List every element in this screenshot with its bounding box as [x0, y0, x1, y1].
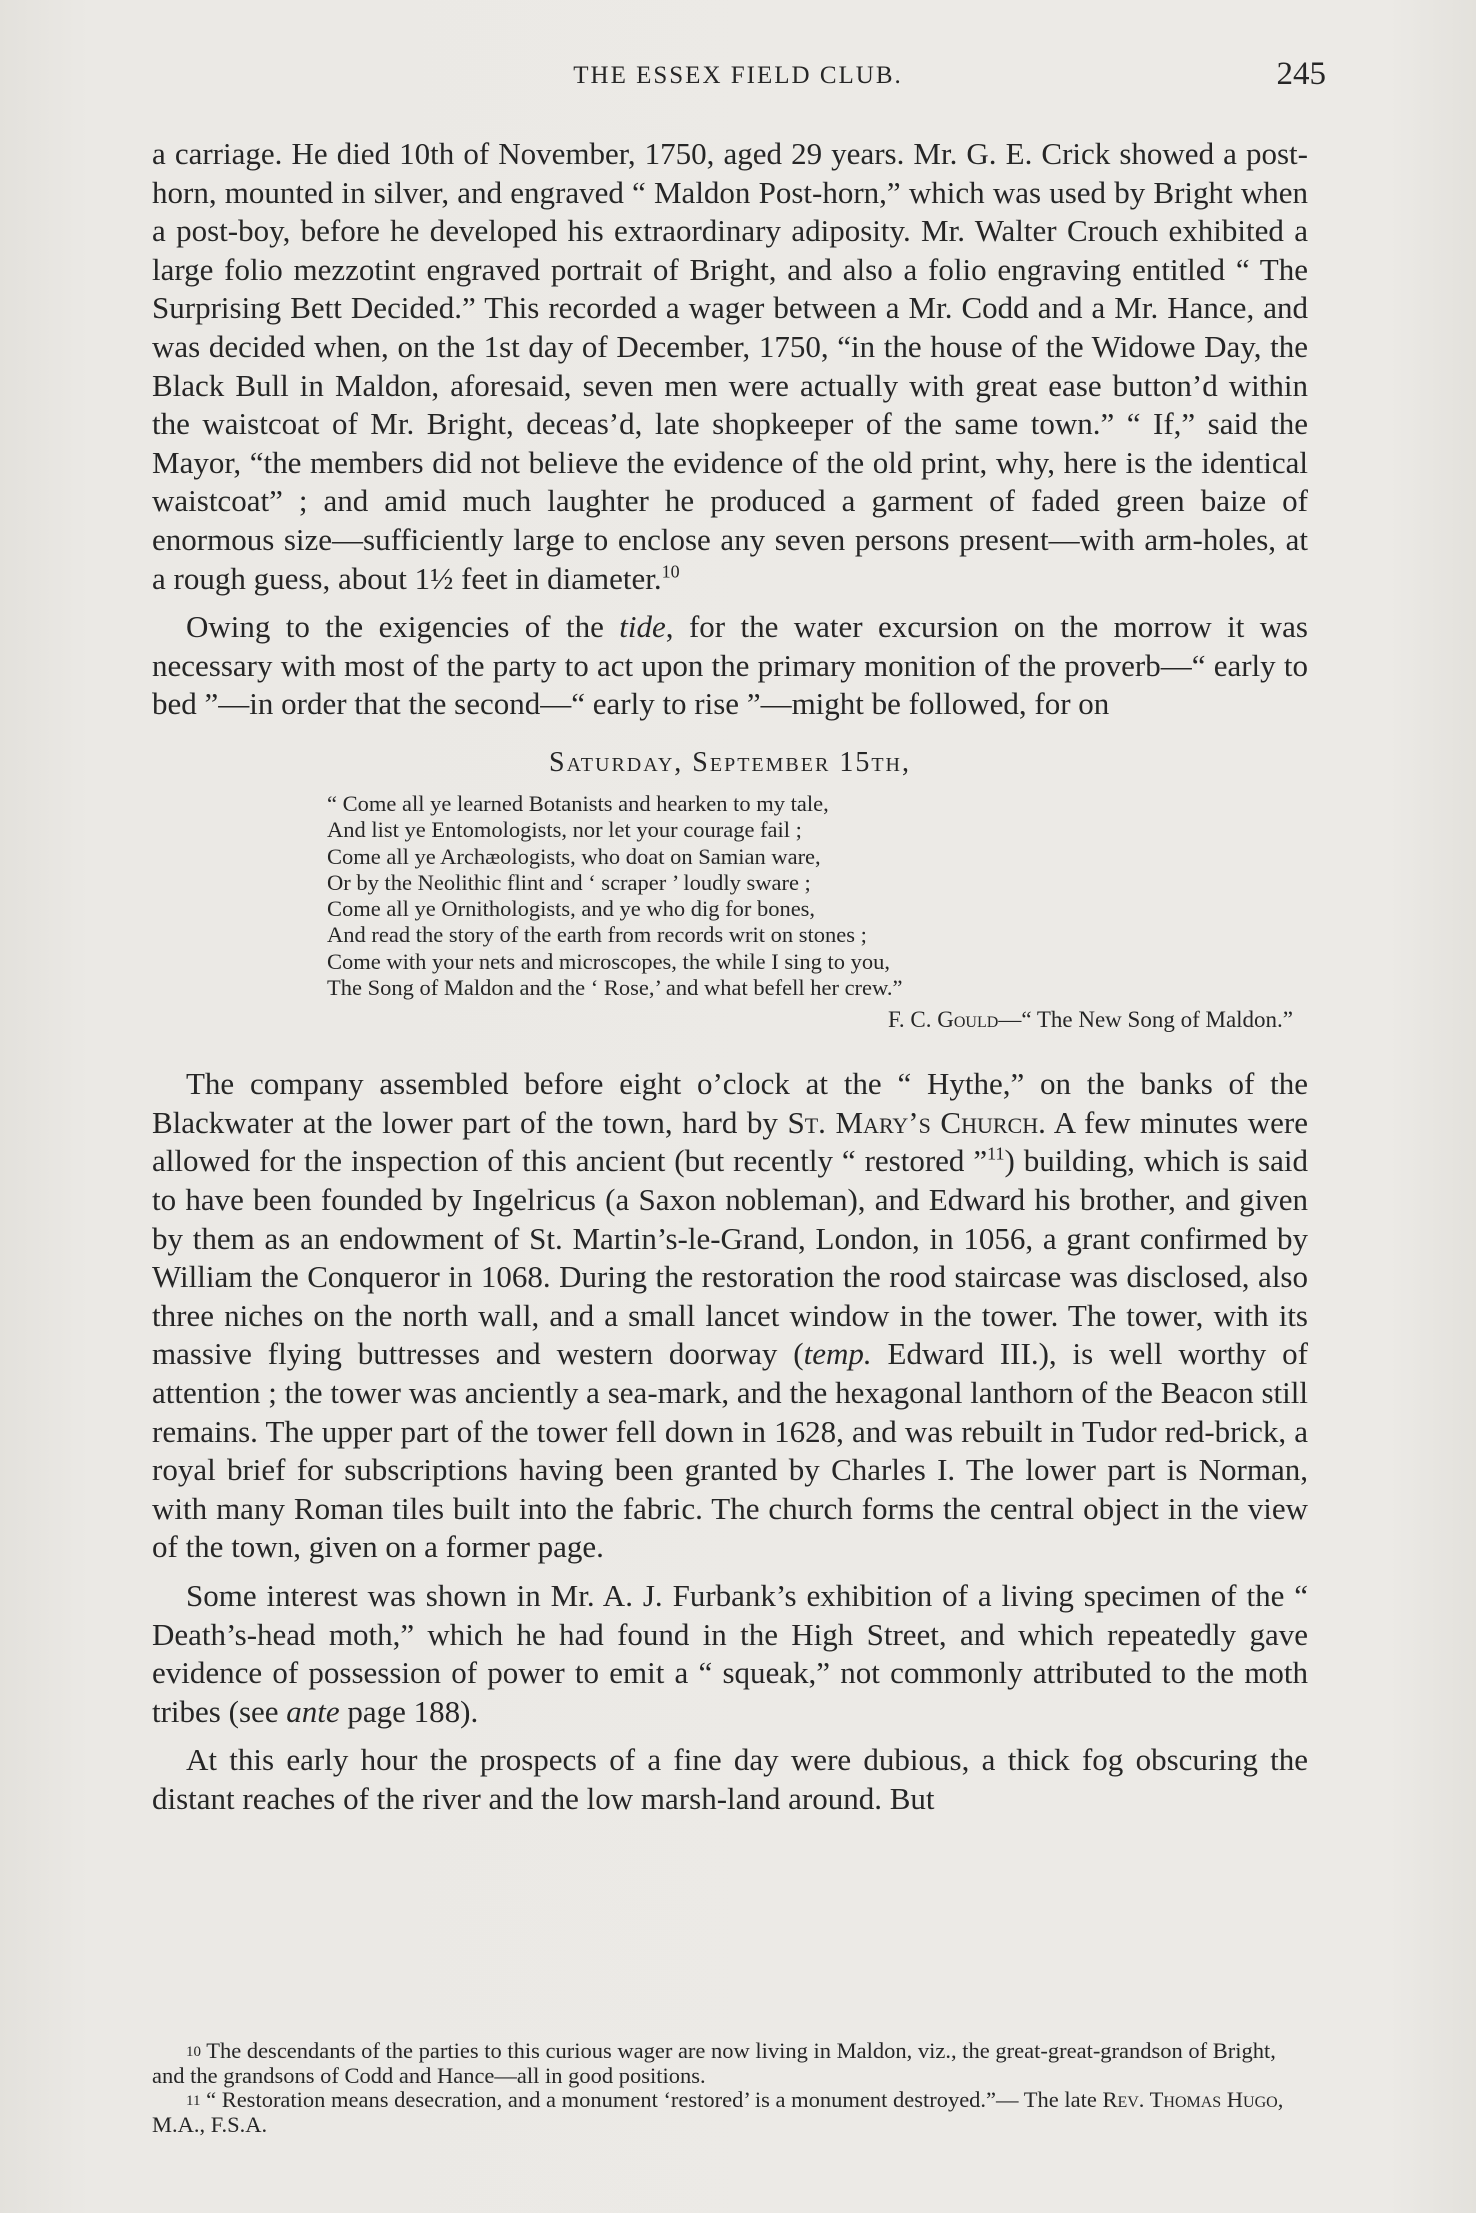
running-head: THE ESSEX FIELD CLUB. [573, 62, 903, 89]
footnote-11-text: “ Restoration means desecration, and a monument ‘restored’ is a monument destroyed.”— The late [200, 2087, 1103, 2112]
paragraph-3-text-b: A few minutes were allowed for the inspection of this ancient (but recently “ restored ” [152, 1104, 1309, 1179]
page-number: 245 [1276, 56, 1326, 92]
paragraph-3-text-c: ) building, which is said to have been founded by Ingelricus (a Saxon nobleman), and Edward his brother, and given by them as an endowment of St. Martin’s-le-Grand, London, in 1056, a grant confirmed by William the Conqueror in 1068. During the restoration the rood staircase was disclosed, also three niches on the north wall, and a small lancet window in the tower. The tower, with its massive flying buttresses and western doorway ( [152, 1143, 1308, 1372]
paragraph-2 [152, 608, 1308, 724]
paragraph-1-text: a carriage. He died 10th of November, 1750, aged 29 years. Mr. G. E. Crick showed a post-horn, mounted in silver, and engraved “ Maldon Post-horn,” which was used by Bright when a post-boy, before he developed his extraordinary adiposity. Mr. Walter Crouch exhibited a large folio mezzotint engraved portrait of Bright, and also a folio engraving entitled “ The Surprising Bett Decided.” This recorded a wager between a Mr. Codd and a Mr. Hance, and was decided when, on the 1st day of December, 1750, “in the house of the Widowe Day, the Black Bull in Maldon, aforesaid, seven men were actually with great ease button’d within the waistcoat of Mr. Bright, deceas’d, late shopkeeper of the same town.” “ If,” said the Mayor, “the members did not believe the evidence of the old print, why, here is the identical waistcoat” ; and amid much laughter he produced a garment of faded green baize of enormous size—sufficiently large to enclose any seven persons present—with arm-holes, at a rough guess, about 1½ feet in diameter. [152, 136, 1308, 596]
verse-line: Come all ye Ornithologists, and ye who dig for bones, [327, 896, 816, 922]
paragraph-4 [152, 1577, 1308, 1731]
footnote-10-number: 10 [186, 2044, 201, 2060]
footnote-ref-10: 10 [661, 561, 680, 582]
page-body [152, 135, 1308, 1819]
paragraph-3-text-a: The company assembled before eight o’clock at the “ Hythe,” on the banks of the Blackwater at the lower part of the town, hard by [152, 1066, 1308, 1140]
verse-line: Come with your nets and microscopes, the while I sing to you, [327, 948, 891, 974]
paragraph-3 [152, 1065, 1308, 1567]
page-header [150, 56, 1326, 102]
attribution-title: —“ The New Song of Maldon.” [998, 1007, 1293, 1033]
verse-attribution [152, 1007, 1293, 1033]
verse-line: And read the story of the earth from records writ on stones ; [327, 922, 867, 948]
paragraph-2-emphasis: tide [619, 609, 666, 645]
paragraph-4-text-a: Some interest was shown in Mr. A. J. Furbank’s exhibition of a living specimen of the “ Death’s-head moth,” which he had found in the High Street, and which repeatedly gave evidence of possession of power to emit a “ squeak,” not commonly attributed to the moth tribes (see [152, 1578, 1308, 1729]
verse-line: Or by the Neolithic flint and ‘ scraper ’ loudly sware ; [327, 869, 811, 895]
footnote-10 [152, 2039, 1308, 2088]
footnote-ref-11: 11 [987, 1144, 1005, 1165]
footnote-11 [152, 2088, 1308, 2137]
footnote-10-text: The descendants of the parties to this curious wager are now living in Maldon, viz., the great-great-grandson of Bright, and the grandsons of Codd and Hance—all in good positions. [152, 2038, 1276, 2088]
paragraph-2-text-a: Owing to the exigencies of the [186, 609, 620, 645]
footnotes [152, 2039, 1308, 2137]
paragraph-4-emphasis: ante [286, 1693, 340, 1729]
paragraph-3-emphasis: temp. [803, 1336, 872, 1372]
paragraph-5: At this early hour the prospects of a fine day were dubious, a thick fog obscuring the distant reaches of the river and the low marsh-land around. But [152, 1742, 1308, 1816]
attribution-author: Gould [937, 1007, 999, 1033]
footnote-11-author: Rev. Thomas Hugo [1102, 2087, 1278, 2112]
paragraph-4-text-b: page 188). [339, 1693, 479, 1729]
paragraph-3-text-d: Edward III.), is well worthy of attention ; the tower was anciently a sea-mark, and the hexagonal lanthorn of the Beacon still remains. The upper part of the tower fell down in 1628, and was rebuilt in Tudor red-brick, a royal brief for subscriptions having been granted by Charles I. The lower part is Norman, with many Roman tiles built into the fabric. The church forms the central object in the view of the town, given on a former page. [152, 1336, 1308, 1565]
footnote-11-number: 11 [186, 2093, 201, 2109]
section-heading: Saturday, September 15th, [549, 746, 911, 778]
paragraph-1 [152, 135, 1308, 598]
attribution-initials: F. C. [887, 1007, 938, 1033]
verse-line: The Song of Maldon and the ‘ Rose,’ and what befell her crew.” [327, 974, 903, 1000]
footnote-11-credentials: , M.A., F.S.A. [152, 2087, 1284, 2137]
paragraph-2-text-b: , for the water excursion on the morrow it was necessary with most of the party to act upon the primary monition of the proverb—“ early to bed ”—in order that the second—“ early to rise ”—might be followed, for on [152, 609, 1308, 722]
verse-block [327, 791, 1308, 1001]
verse-line: “ Come all ye learned Botanists and hearken to my tale, [327, 790, 829, 816]
verse-line: And list ye Entomologists, nor let your courage fail ; [327, 817, 802, 843]
verse-line: Come all ye Archæologists, who doat on Samian ware, [327, 843, 821, 869]
church-name: St. Mary’s Church. [787, 1104, 1046, 1140]
